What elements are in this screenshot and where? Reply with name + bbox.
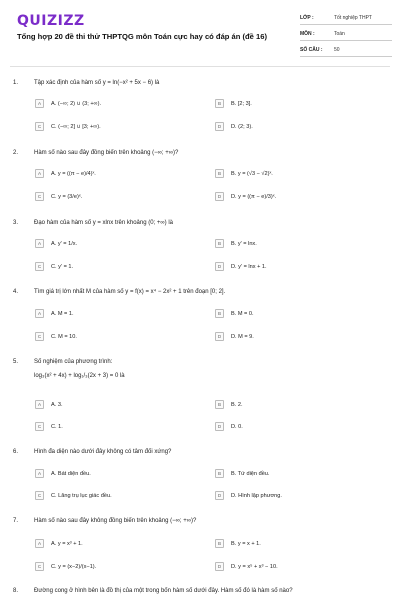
option-a[interactable] [35,238,185,249]
option-letter: B [215,309,224,318]
option-text: B. y = x + 1. [231,540,261,547]
option-c[interactable] [35,561,185,572]
question-number: 2. [13,150,19,156]
question-text: Đường cong ở hình bên là đồ thị của một trong bốn hàm số dưới đây. Hàm số đó là hàm số nào? [34,588,293,594]
meta-value: 50 [334,47,340,53]
quizizz-logo: QUIZIZZ [17,13,85,29]
option-letter: A [35,400,44,409]
option-d[interactable] [215,261,365,272]
option-d[interactable] [215,561,365,572]
option-c[interactable] [35,261,185,272]
option-text: C. y = (3/e)ˣ. [51,193,83,200]
option-text: B. y' = lnx. [231,240,257,247]
option-text: C. 1. [51,423,63,430]
option-letter: A [35,539,44,548]
option-b[interactable] [215,538,365,549]
option-text: B. 2. [231,401,243,408]
question-number: 5. [13,359,19,365]
option-b[interactable] [215,238,365,249]
option-letter: B [215,99,224,108]
option-letter: C [35,122,44,131]
option-c[interactable] [35,421,185,432]
question-text: Hình đa diện nào dưới đây không có tâm đối xứng? [34,449,172,455]
option-letter: B [215,469,224,478]
meta-row-class [300,12,392,25]
option-letter: D [215,332,224,341]
option-text: D. y = ((π − e)/3)ˣ. [231,193,277,200]
option-text: A. M = 1. [51,310,74,317]
meta-label: SỐ CÂU : [300,47,323,53]
meta-label: LỚP : [300,15,314,21]
question-text: Hàm số nào sau đây đồng biến trên khoảng (−∞; +∞)? [34,150,179,156]
question-number: 8. [13,588,19,594]
option-text: C. Lăng trụ lục giác đều. [51,492,112,499]
option-text: C. M = 10. [51,333,77,340]
question-text: Tìm giá trị lớn nhất M của hàm số y = f(x) = x⁴ − 2x² + 1 trên đoạn [0; 2]. [34,289,226,295]
header [0,0,400,60]
option-a[interactable] [35,399,185,410]
option-letter: C [35,562,44,571]
option-text: C. (−∞; 2] ∪ [3; +∞). [51,123,101,130]
option-c[interactable] [35,490,185,501]
option-text: D. y = x⁵ + x³ − 10. [231,563,278,570]
option-b[interactable] [215,98,365,109]
question-equation: log₃(x² + 4x) + log₁/₃(2x + 3) = 0 là [34,373,125,379]
question-number: 1. [13,80,19,86]
option-text: A. Bát diện đều. [51,470,91,477]
option-letter: D [215,122,224,131]
option-b[interactable] [215,308,365,319]
option-b[interactable] [215,399,365,410]
option-letter: A [35,99,44,108]
option-text: B. Tứ diện đều. [231,470,270,477]
option-letter: C [35,262,44,271]
meta-row-count [300,44,392,57]
header-divider [10,66,390,67]
question-text: Số nghiệm của phương trình: [34,359,113,365]
meta-value: Tốt nghiệp THPT [334,15,372,21]
option-text: A. y = x³ + 1. [51,540,83,547]
option-d[interactable] [215,191,365,202]
option-letter: C [35,192,44,201]
option-letter: A [35,169,44,178]
option-letter: C [35,422,44,431]
option-a[interactable] [35,98,185,109]
option-text: B. M = 0. [231,310,254,317]
option-d[interactable] [215,421,365,432]
question-number: 6. [13,449,19,455]
option-letter: B [215,400,224,409]
option-b[interactable] [215,468,365,479]
option-d[interactable] [215,490,365,501]
option-d[interactable] [215,331,365,342]
question-text: Hàm số nào sau đây không đồng biến trên khoảng (−∞; +∞)? [34,518,197,524]
option-text: C. y = (x−2)/(x−1). [51,563,97,570]
option-text: B. [2; 3]. [231,100,252,107]
meta-row-subject [300,28,392,41]
option-a[interactable] [35,468,185,479]
option-letter: B [215,239,224,248]
option-text: D. (2; 3). [231,123,253,130]
option-text: A. y = ((π − e)/4)ˣ. [51,170,96,177]
option-letter: A [35,469,44,478]
option-letter: C [35,491,44,500]
option-a[interactable] [35,168,185,179]
option-text: A. 3. [51,401,63,408]
option-text: D. y' = lnx + 1. [231,263,267,270]
option-text: C. y' = 1. [51,263,74,270]
option-c[interactable] [35,331,185,342]
option-letter: D [215,262,224,271]
option-text: A. y' = 1/x. [51,240,78,247]
option-text: A. (−∞; 2) ∪ (3; +∞). [51,100,101,107]
option-letter: D [215,491,224,500]
option-c[interactable] [35,121,185,132]
option-text: D. M = 9. [231,333,254,340]
question-number: 4. [13,289,19,295]
question-number: 3. [13,220,19,226]
option-letter: A [35,239,44,248]
option-c[interactable] [35,191,185,202]
option-text: D. Hình lập phương. [231,492,282,499]
option-letter: D [215,422,224,431]
question-text: Tập xác định của hàm số y = ln(−x² + 5x − 6) là [34,80,160,86]
option-text: D. 0. [231,423,243,430]
option-text: B. y = (√3 − √2)ˣ. [231,170,273,177]
option-a[interactable] [35,308,185,319]
option-letter: B [215,539,224,548]
option-letter: B [215,169,224,178]
option-a[interactable] [35,538,185,549]
option-b[interactable] [215,168,365,179]
option-letter: D [215,562,224,571]
question-text: Đạo hàm của hàm số y = xlnx trên khoảng (0; +∞) là [34,220,174,226]
meta-label: MÔN : [300,31,315,37]
meta-value: Toán [334,31,345,37]
question-number: 7. [13,518,19,524]
document-title: Tổng hợp 20 đề thi thử THPTQG môn Toán cực hay có đáp án (đề 16) [17,32,267,41]
meta-box [300,12,392,60]
option-letter: D [215,192,224,201]
option-letter: A [35,309,44,318]
option-d[interactable] [215,121,365,132]
option-letter: C [35,332,44,341]
